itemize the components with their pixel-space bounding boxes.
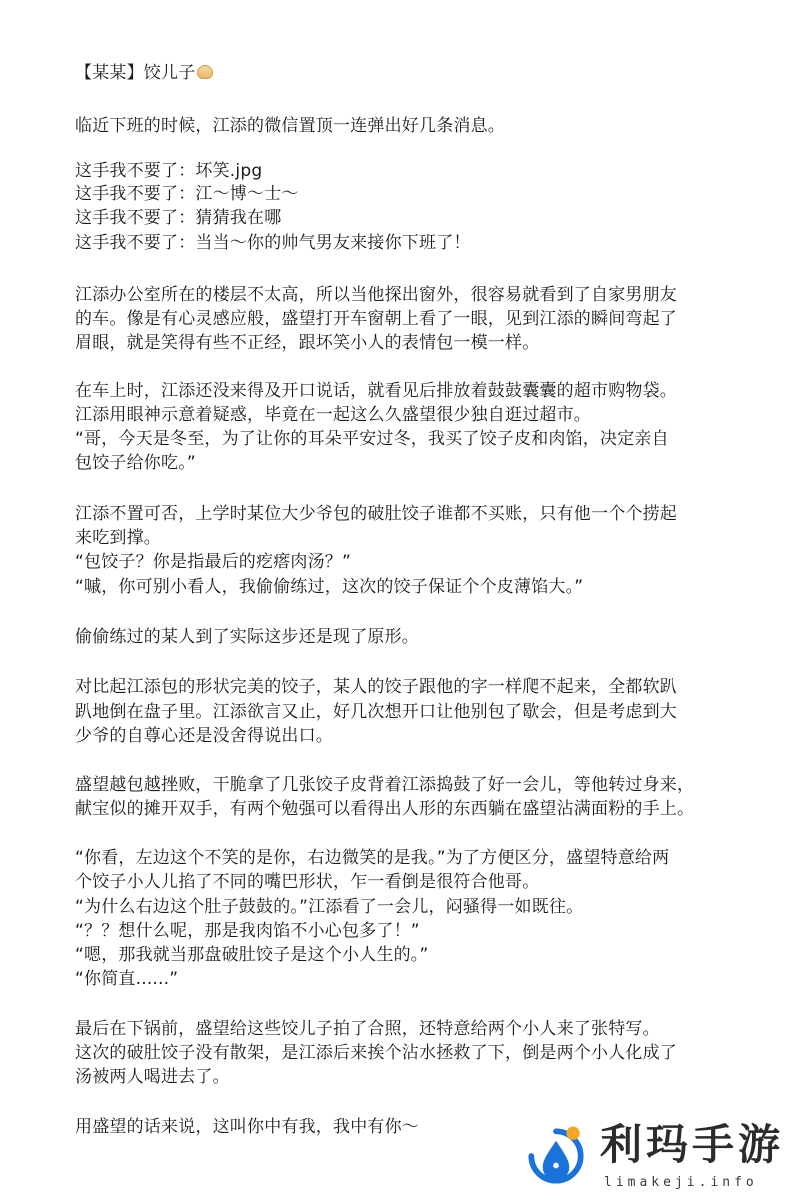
paragraph-line: 献宝似的摊开双手，有两个勉强可以看得出人形的东西躺在盛望沾满面粉的手上。 <box>75 799 695 819</box>
paragraph-line: 汤被两人喝进去了。 <box>75 1067 230 1087</box>
paragraph-line: “你看，左边这个不笑的是你，右边微笑的是我。”为了方便区分，盛望特意给两 <box>75 848 670 868</box>
paragraph-line: 对比起江添包的形状完美的饺子，某人的饺子跟他的字一样爬不起来，全都软趴 <box>75 677 677 697</box>
paragraph-line: 眉眼，就是笑得有些不正经，跟坏笑小人的表情包一模一样。 <box>75 333 540 353</box>
paragraph-line: 来吃到撑。 <box>75 528 161 548</box>
paragraph-line: 偷偷练过的某人到了实际这步还是现了原形。 <box>75 627 419 647</box>
chat-message-line: 这手我不要了：江～博～士～ <box>75 184 299 204</box>
paragraph-line: 临近下班的时候，江添的微信置顶一连弹出好几条消息。 <box>75 116 505 136</box>
paragraph-line: 江添用眼神示意着疑惑，毕竟在一起这么久盛望很少独自逛过超市。 <box>75 405 591 425</box>
chat-message-line: 这手我不要了：猜猜我在哪 <box>75 208 282 228</box>
paragraph-line: “嘁，你可别小看人，我偷偷练过，这次的饺子保证个个皮薄馅大。” <box>75 577 584 597</box>
chat-message-line: 这手我不要了：当当～你的帅气男友来接你下班了！ <box>75 233 471 253</box>
paragraph-line: “为什么右边这个肚子鼓鼓的。”江添看了一会儿，闷骚得一如既往。 <box>75 897 584 917</box>
dumpling-emoji-icon <box>197 65 213 79</box>
paragraph-line: 在车上时，江添还没来得及开口说话，就看见后排放着鼓鼓囊囊的超市购物袋。 <box>75 381 677 401</box>
paragraph-line: “哥，今天是冬至，为了让你的耳朵平安过冬，我买了饺子皮和肉馅，决定亲自 <box>75 429 669 449</box>
document-title: 【某某】饺儿子 <box>75 62 213 84</box>
watermark-title: 利玛手游 <box>600 1120 785 1169</box>
paragraph-line: 趴地倒在盘子里。江添欲言又止，好几次想开口让他别包了歇会，但是考虑到大 <box>75 702 677 722</box>
paragraph-line: “？？想什么呢，那是我肉馅不小心包多了！” <box>75 921 420 941</box>
paragraph-line: 江添不置可否，上学时某位大少爷包的破肚饺子谁都不买账，只有他一个个捞起 <box>75 504 677 524</box>
paragraph-line: 这次的破肚饺子没有散架，是江添后来挨个沾水拯救了下，倒是两个小人化成了 <box>75 1043 677 1063</box>
paragraph-line: 盛望越包越挫败，干脆拿了几张饺子皮背着江添捣鼓了好一会儿，等他转过身来， <box>75 775 695 795</box>
paragraph-line: 包饺子给你吃。” <box>75 453 196 473</box>
paragraph-line: 的车。像是有心灵感应般，盛望打开车窗朝上看了一眼，见到江添的瞬间弯起了 <box>75 309 677 329</box>
paragraph-line: 个饺子小人儿掐了不同的嘴巴形状，乍一看倒是很符合他哥。 <box>75 872 540 892</box>
paragraph-line: 用盛望的话来说，这叫你中有我，我中有你～ <box>75 1117 419 1137</box>
water-drop-logo-icon <box>518 1118 594 1194</box>
watermark <box>518 1118 788 1196</box>
paragraph-line: 江添办公室所在的楼层不太高，所以当他探出窗外，很容易就看到了自家男朋友 <box>75 285 677 305</box>
chat-message-line: 这手我不要了：坏笑.jpg <box>75 161 263 181</box>
paragraph-line: 少爷的自尊心还是没舍得说出口。 <box>75 726 333 746</box>
paragraph-line: 最后在下锅前，盛望给这些饺儿子拍了合照，还特意给两个小人来了张特写。 <box>75 1019 660 1039</box>
paragraph-line: “嗯，那我就当那盘破肚饺子是这个小人生的。” <box>75 945 429 965</box>
paragraph-line: “包饺子？你是指最后的疙瘩肉汤？” <box>75 552 352 572</box>
paragraph-line: “你简直......” <box>75 969 179 989</box>
watermark-url: limakeji.info <box>604 1175 758 1190</box>
